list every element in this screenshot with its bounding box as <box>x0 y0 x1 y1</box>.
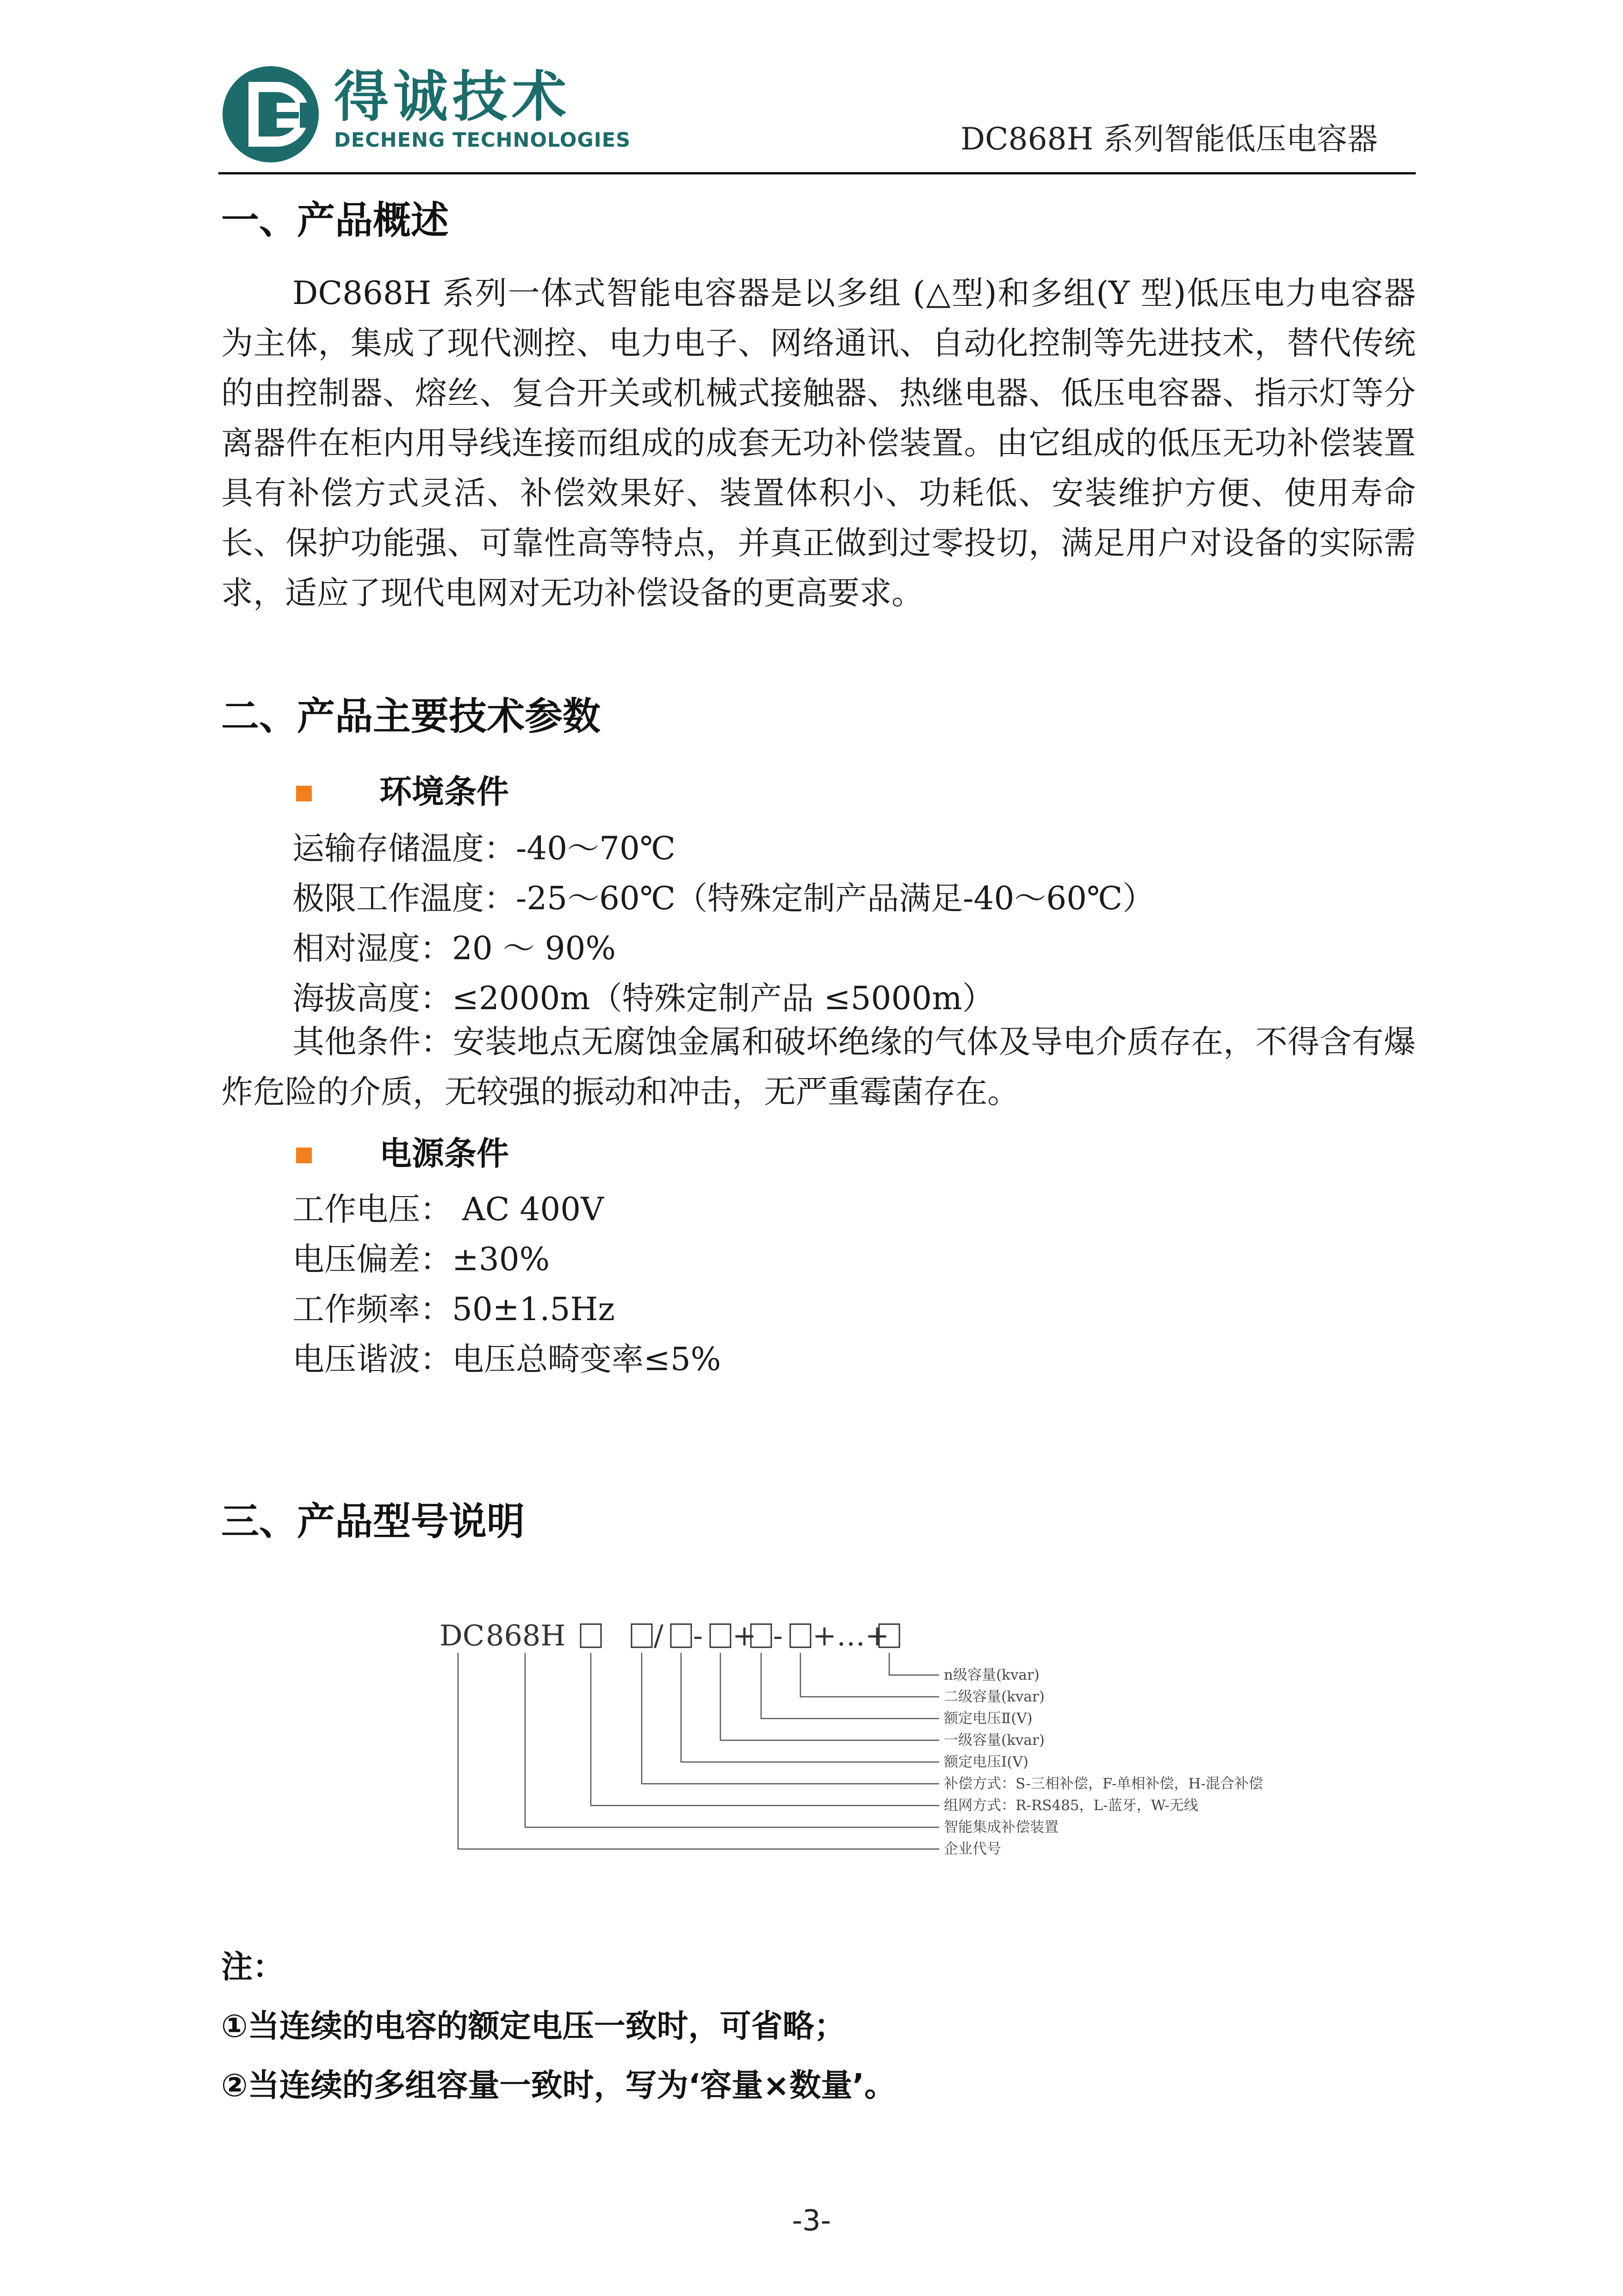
legend-capacity-n: n级容量(kvar) <box>944 1667 1040 1683</box>
model-sep-slash: / <box>654 1619 663 1652</box>
model-box-network <box>581 1624 601 1647</box>
legend-compensation: 补偿方式：S-三相补偿，F-单相补偿，H-混合补偿 <box>944 1775 1263 1792</box>
spec-altitude: 海拔高度：≤2000m（特殊定制产品 ≤5000m） <box>292 980 994 1017</box>
notes-title: 注： <box>221 1949 285 1986</box>
legend-voltage-2: 额定电压Ⅱ(V) <box>944 1710 1033 1727</box>
model-series: 868H <box>486 1619 566 1652</box>
company-name-en: DECHENG TECHNOLOGIES <box>334 129 631 152</box>
overview-paragraph: DC868H 系列一体式智能电容器是以多组 (△型)和多组(Y 型)低压电力电容器为主体，集成了现代测控、电力电子、网络通讯、自动化控制等先进技术，替代传统的由控制器、熔丝、复合开关或机械式接触器、热继电器、低压电容器、指示灯等分离器件在柜内用导线连接而组成的成套无功补偿装置。由它组成的低压无功补偿装置具有补偿方式灵活、补偿效果好、装置体积小、功耗低、安装维护方便、使用寿命长、保护功能强、可靠性高等特点，并真正做到过零投切，满足用户对设备的实际需求，适应了现代电网对无功补偿设备的更高要求。 <box>221 275 1416 612</box>
page-number: -3- <box>792 2203 831 2237</box>
model-prefix: DC <box>440 1619 485 1652</box>
legend-network: 组网方式：R-RS485，L-蓝牙，W-无线 <box>944 1797 1198 1814</box>
company-name-cn: 得诚技术 <box>334 65 571 129</box>
legend-capacity-2: 二级容量(kvar) <box>944 1688 1045 1705</box>
model-box-capacity1 <box>710 1624 731 1647</box>
spec-humidity: 相对湿度：20 ～ 90% <box>292 930 616 967</box>
subheading-power: 电源条件 <box>379 1135 509 1173</box>
legend-company-code: 企业代号 <box>944 1841 1001 1857</box>
spec-frequency: 工作频率：50±1.5Hz <box>292 1291 615 1328</box>
header-divider <box>218 172 1416 174</box>
document-title: DC868H 系列智能低压电容器 <box>960 121 1378 157</box>
model-code-diagram <box>416 1610 1388 1906</box>
decheng-logo-icon <box>221 65 321 164</box>
spec-harmonic: 电压谐波：电压总畸变率≤5% <box>292 1341 721 1378</box>
section-heading-model: 三、产品型号说明 <box>221 1500 525 1544</box>
legend-device: 智能集成补偿装置 <box>944 1819 1059 1836</box>
subheading-environment: 环境条件 <box>379 773 509 811</box>
spec-transport-temp: 运输存储温度：-40～70℃ <box>292 830 676 867</box>
legend-capacity-1: 一级容量(kvar) <box>944 1732 1045 1749</box>
spec-voltage-deviation: 电压偏差：±30% <box>292 1241 550 1278</box>
spec-work-temp: 极限工作温度：-25～60℃（特殊定制产品满足-40～60℃） <box>292 880 1155 917</box>
note-2: ②当连续的多组容量一致时，写为‘容量×数量’。 <box>221 2067 896 2104</box>
section-heading-overview: 一、产品概述 <box>221 199 449 242</box>
leader-lines <box>458 1653 939 1849</box>
model-box-compensation <box>632 1624 652 1647</box>
model-sep-ellipsis: +…+ <box>812 1619 889 1652</box>
model-sep-dash-1: - <box>693 1619 703 1652</box>
model-box-voltage1 <box>671 1624 691 1647</box>
spec-other-conditions: 其他条件：安装地点无腐蚀金属和破坏绝缘的气体及导电介质存在，不得含有爆炸危险的介质，无较强的振动和冲击，无严重霉菌存在。 <box>221 1024 1416 1111</box>
model-sep-plus: + <box>732 1619 756 1652</box>
model-sep-dash-2: - <box>773 1619 783 1652</box>
legend-voltage-1: 额定电压Ⅰ(V) <box>944 1754 1028 1770</box>
model-box-capacity2 <box>790 1624 811 1647</box>
bullet-square-icon <box>296 786 312 801</box>
bullet-square-icon <box>296 1148 312 1163</box>
spec-voltage: 工作电压： AC 400V <box>292 1191 604 1228</box>
section-heading-specs: 二、产品主要技术参数 <box>221 695 601 738</box>
note-1: ①当连续的电容的额定电压一致时，可省略； <box>221 2008 846 2045</box>
